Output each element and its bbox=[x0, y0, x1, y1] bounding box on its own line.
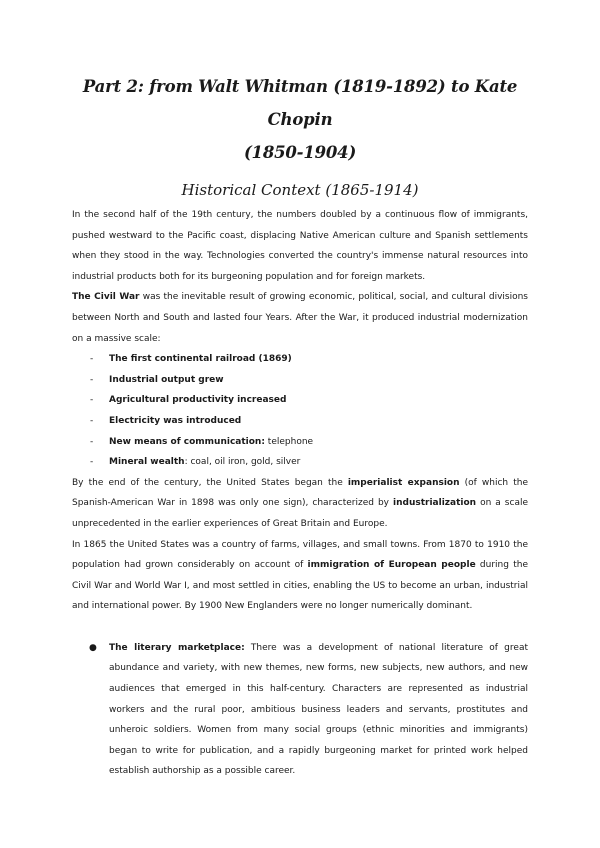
dash-marker: - bbox=[90, 457, 94, 468]
list-item-bold: New means of communication: bbox=[109, 436, 265, 447]
paragraph-imperialism bbox=[72, 473, 528, 535]
paragraph-immigration: In the second half of the 19th century, the numbers doubled by a continuous flow of immigrants, pushed westward to the Pacific coast, displacing Native American culture and Spanish settlements when they stood in the way. Technologies converted the country's immense natural resources into industrial products both for its burgeoning population and for foreign markets. bbox=[72, 210, 528, 282]
page-title bbox=[72, 70, 528, 169]
text-span: In 1865 the United States was a country of farms, villages, and small towns. From 1870 to 1910 the population had grown considerably on account of bbox=[72, 539, 528, 571]
dash-marker: - bbox=[90, 374, 94, 385]
dash-marker: - bbox=[90, 354, 94, 365]
title-line-2: (1850-1904) bbox=[243, 143, 357, 162]
spacer bbox=[72, 617, 528, 638]
bullet-paragraph bbox=[109, 638, 528, 782]
list-item-bold: Electricity was introduced bbox=[109, 415, 242, 426]
list-item-bold: Agricultural productivity increased bbox=[109, 395, 287, 406]
list-item-text: telephone bbox=[264, 436, 314, 447]
bullet-literary-marketplace bbox=[72, 638, 528, 782]
list-item bbox=[72, 370, 528, 391]
text-span: on a scale unprecedented in the earlier experiences of Great Britain and Europe. bbox=[72, 498, 528, 529]
dash-marker: - bbox=[90, 436, 94, 447]
text-span: There was a development of national literature of great abundance and variety, with new themes, new forms, new subjects, new authors, and new audiences that emerged in this half-century. Characters are represented as industrial workers and the rural poor, ambitious business leaders and servants, prostitutes and unheroic soldiers. Women from many social groups (ethnic minorities and immigrants) began to write for publication, and a rapidly burgeoning market for printed work helped establish authorship as a possible career. bbox=[109, 642, 528, 777]
list-item-text: : coal, oil iron, gold, silver bbox=[184, 457, 301, 468]
civil-war-text: was the inevitable result of growing economic, political, social, and cultural divisions between North and South and lasted four Years. After the War, it produced industrial modernization on a massive scale: bbox=[72, 292, 528, 344]
list-item bbox=[72, 390, 528, 411]
list-item bbox=[72, 411, 528, 432]
section-heading: Historical Context (1865-1914) bbox=[181, 181, 419, 199]
literary-marketplace-term: The literary marketplace: bbox=[109, 642, 245, 653]
bullet-dot-icon: ● bbox=[89, 642, 97, 653]
list-item bbox=[72, 432, 528, 453]
immigration-term: immigration of European people bbox=[307, 560, 476, 571]
list-item-bold: Mineral wealth bbox=[109, 457, 185, 468]
modernization-list bbox=[72, 349, 528, 473]
dash-marker: - bbox=[90, 415, 94, 426]
industrialization-term: industrialization bbox=[393, 498, 477, 509]
list-item-bold: The first continental railroad (1869) bbox=[109, 354, 292, 365]
text-span: during the Civil War and World War I, and most settled in cities, enabling the US to become an urban, industrial and international power. By 1900 New Englanders were no longer numerically dominant. bbox=[72, 560, 529, 612]
text-span: By the end of the century, the United States began the bbox=[72, 477, 348, 488]
dash-marker: - bbox=[90, 395, 94, 406]
title-line-1: Part 2: from Walt Whitman (1819-1892) to Kate Chopin bbox=[82, 77, 518, 129]
civil-war-term: The Civil War bbox=[72, 292, 140, 303]
list-item bbox=[72, 452, 528, 473]
text-span: (of which the Spanish-American War in 1898 was only one sign), characterized by bbox=[72, 477, 528, 509]
imperialist-expansion-term: imperialist expansion bbox=[347, 477, 460, 488]
list-item bbox=[72, 349, 528, 370]
paragraph-urbanization bbox=[72, 535, 528, 617]
list-item-bold: Industrial output grew bbox=[109, 374, 224, 385]
paragraph-civil-war bbox=[72, 287, 528, 349]
